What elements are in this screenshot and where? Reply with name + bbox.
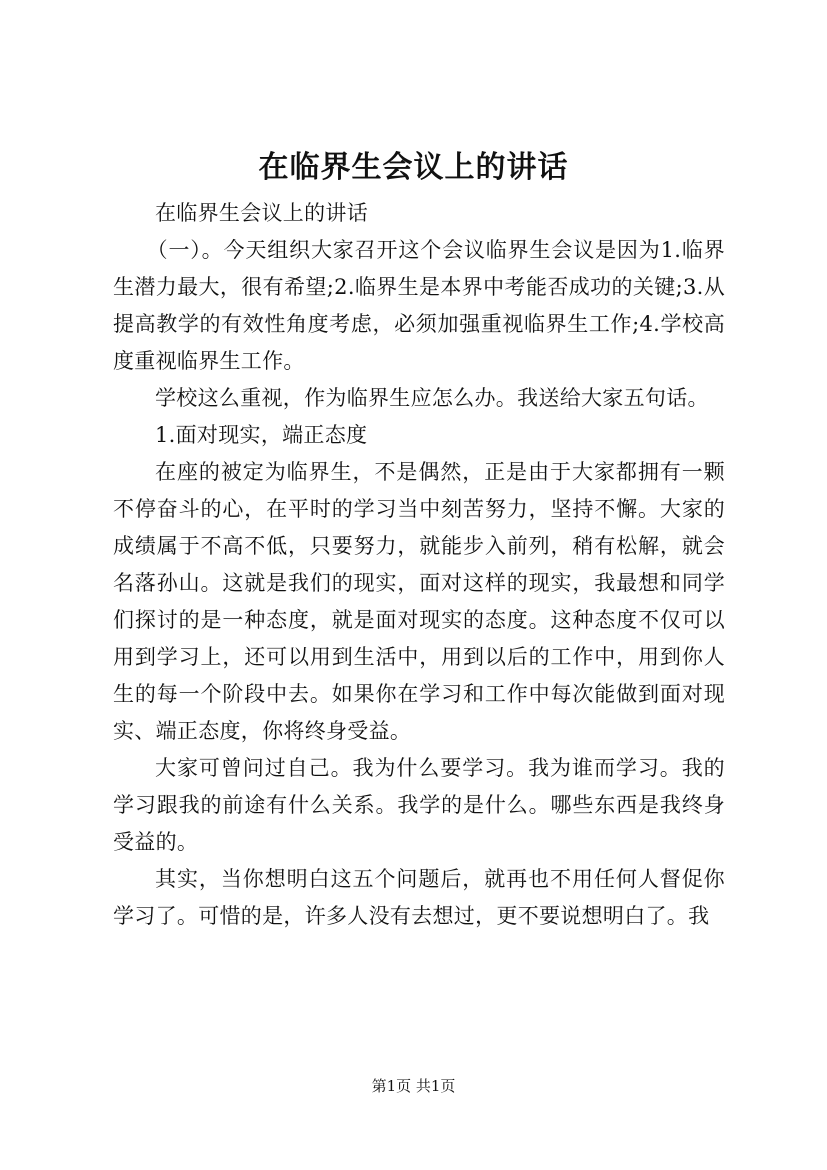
paragraph: 学校这么重视，作为临界生应怎么办。我送给大家五句话。 bbox=[155, 386, 709, 410]
paragraph-subtitle: 在临界生会议上的讲话 bbox=[155, 201, 368, 225]
paragraph: 大家可曾问过自己。我为什么要学习。我为谁而学习。我的学习跟我的前途有什么关系。我学的是什么。哪些东西是我终身受益的。 bbox=[113, 756, 725, 854]
section-heading: 1.面对现实，端正态度 bbox=[155, 423, 368, 447]
page-number: 第1页 共1页 bbox=[371, 1077, 456, 1095]
paragraph: 其实，当你想明白这五个问题后，就再也不用任何人督促你学习了。可惜的是，许多人没有去想过，更不要说想明白了。我 bbox=[113, 867, 725, 928]
document-title: 在临界生会议上的讲话 bbox=[258, 150, 569, 185]
document-body bbox=[113, 195, 725, 935]
paragraph: （一）。今天组织大家召开这个会议临界生会议是因为1.临界生潜力最大，很有希望;2.临界生是本界中考能否成功的关键;3.从提高教学的有效性角度考虑，必须加强重视临界生工作;4.学校高度重视临界生工作。 bbox=[113, 238, 725, 373]
paragraph: 在座的被定为临界生，不是偶然，正是由于大家都拥有一颗不停奋斗的心，在平时的学习当中刻苦努力，坚持不懈。大家的成绩属于不高不低，只要努力，就能步入前列，稍有松解，就会名落孙山。这就是我们的现实，面对这样的现实，我最想和同学们探讨的是一种态度，就是面对现实的态度。这种态度不仅可以用到学习上，还可以用到生活中，用到以后的工作中，用到你人生的每一个阶段中去。如果你在学习和工作中每次能做到面对现实、端正态度，你将终身受益。 bbox=[113, 460, 725, 743]
